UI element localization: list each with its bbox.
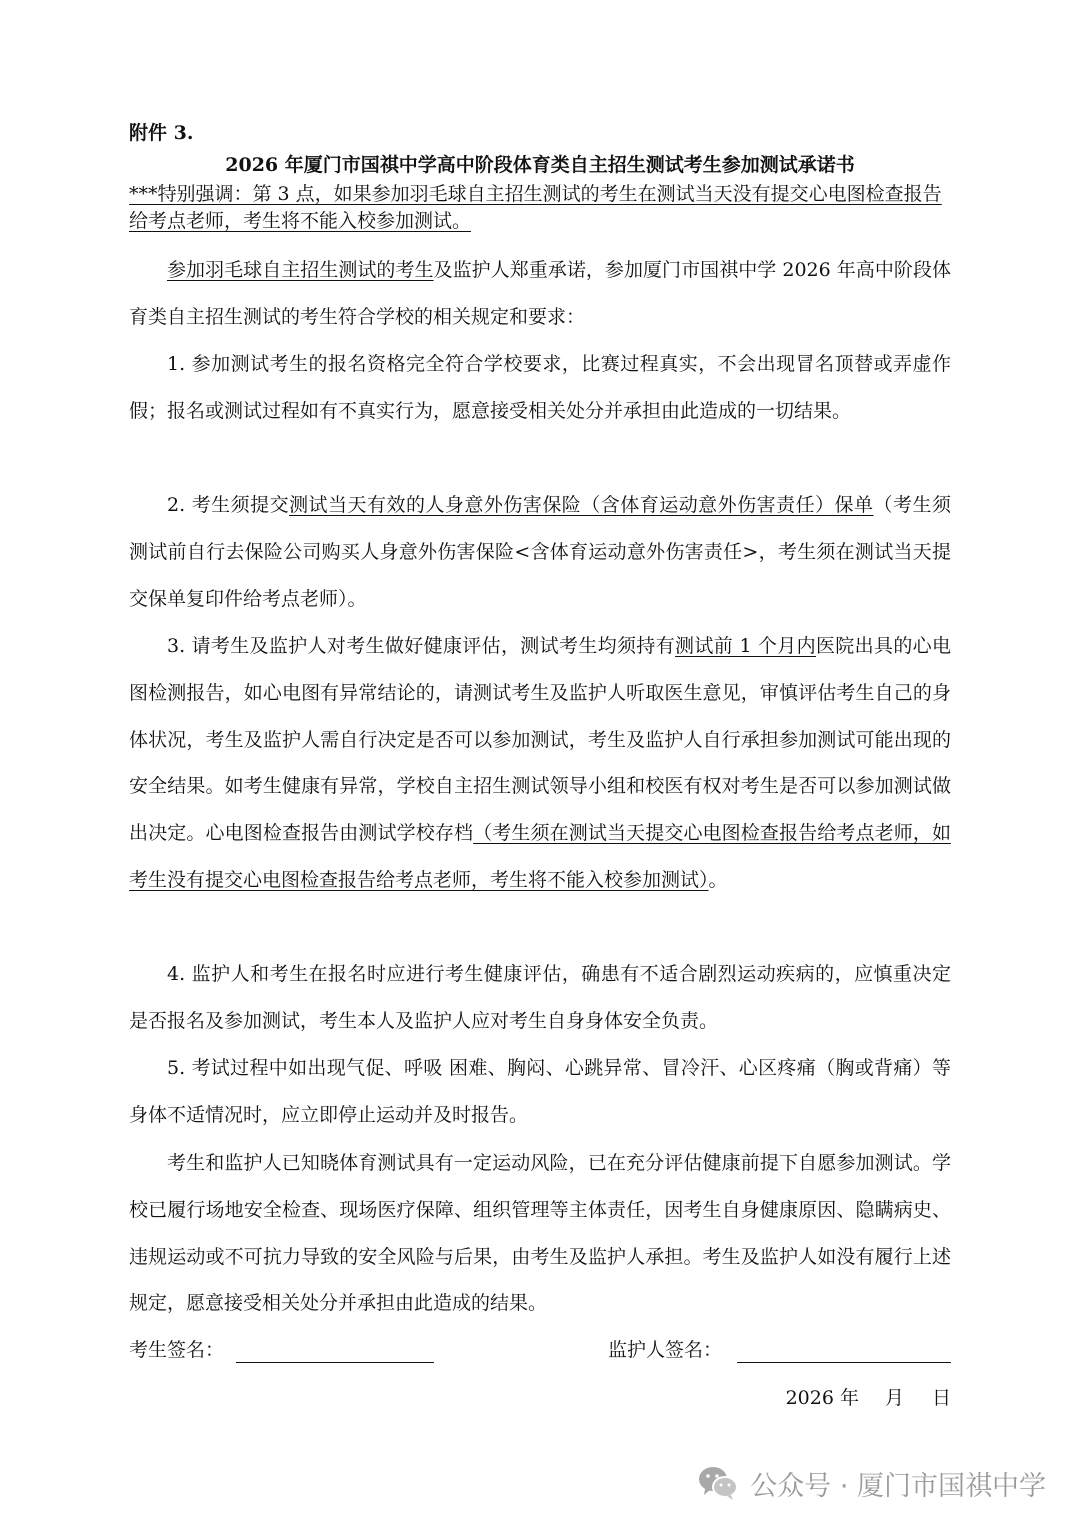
closing-paragraph: 考生和监护人已知晓体育测试具有一定运动风险，已在充分评估健康前提下自愿参加测试。学校已履行场地安全检查、现场医疗保障、组织管理等主体责任，因考生自身健康原因、隐瞒病史、违规运动或不可抗力导致的安全风险与后果，由考生及监护人承担。考生及监护人如没有履行上述规定，愿意接受相关处分并承担由此造成的结果。 [129, 1152, 951, 1315]
wechat-icon [696, 1463, 740, 1503]
guardian-signature-label: 监护人签名： [608, 1339, 723, 1361]
date-month: 月 [884, 1387, 904, 1409]
ecg-submission-underlined: （考生须在测试当天提交心电图检查报告给考点老师，如考生没有提交心电图检查报告给考点老师，考生将不能入校参加测试） [129, 822, 951, 891]
signature-row [129, 1332, 951, 1368]
item-2: 2. 考生须提交测试当天有效的人身意外伤害保险（含体育运动意外伤害责任）保单（考生须测试前自行去保险公司购买人身意外伤害保险<含体育运动意外伤害责任>，考生须在测试当天提交保单复印件给考点老师）。 [129, 494, 951, 610]
date-year: 2026 年 [785, 1387, 859, 1409]
watermark [696, 1458, 1046, 1508]
student-signature-label: 考生签名： [129, 1339, 225, 1361]
guardian-signature-line[interactable] [737, 1362, 951, 1363]
item-4: 4. 监护人和考生在报名时应进行考生健康评估，确患有不适合剧烈运动疾病的，应慎重决定是否报名及参加测试，考生本人及监护人应对考生自身身体安全负责。 [129, 963, 951, 1032]
student-signature-line[interactable] [236, 1362, 434, 1363]
attachment-label: 附件 3. [129, 122, 194, 144]
intro-paragraph [129, 247, 951, 341]
signature-date [786, 1380, 951, 1416]
insurance-requirement-underlined: 测试当天有效的人身意外伤害保险（含体育运动意外伤害责任）保单 [289, 494, 874, 516]
special-emphasis-note: ***特别强调：第 3 点，如果参加羽毛球自主招生测试的考生在测试当天没有提交心电图检查报告给考点老师，考生将不能入校参加测试。 [129, 183, 942, 232]
intro-underlined: 参加羽毛球自主招生测试的考生 [167, 259, 434, 281]
watermark-text: 公众号 · 厦门市国祺中学 [750, 1470, 1046, 1502]
document-title: 2026 年厦门市国祺中学高中阶段体育类自主招生测试考生参加测试承诺书 [225, 154, 855, 176]
intro-text: 及监护人郑重承诺，参加厦门市国祺中学 2026 年高中阶段体育类自主招生测试的考生符合学校的相关规定和要求： [129, 259, 951, 328]
date-day: 日 [931, 1387, 951, 1409]
item-3: 3. 请考生及监护人对考生做好健康评估，测试考生均须持有测试前 1 个月内医院出具的心电图检测报告，如心电图有异常结论的，请测试考生及监护人听取医生意见，审慎评估考生自己的身体状况，考生及监护人需自行决定是否可以参加测试，考生及监护人自行承担参加测试可能出现的安全结果。如考生健康有异常，学校自主招生测试领导小组和校医有权对考生是否可以参加测试做出决定。心电图检查报告由测试学校存档（考生须在测试当天提交心电图检查报告给考点老师，如考生没有提交心电图检查报告给考点老师，考生将不能入校参加测试）。 [129, 635, 952, 891]
ecg-timeframe-underlined: 测试前 1 个月内 [675, 635, 816, 657]
item-5: 5. 考试过程中如出现气促、呼吸 困难、胸闷、心跳异常、冒冷汗、心区疼痛（胸或背痛）等身体不适情况时，应立即停止运动并及时报告。 [129, 1057, 951, 1126]
item-1: 1. 参加测试考生的报名资格完全符合学校要求，比赛过程真实，不会出现冒名顶替或弄虚作假；报名或测试过程如有不真实行为，愿意接受相关处分并承担由此造成的一切结果。 [129, 353, 951, 422]
